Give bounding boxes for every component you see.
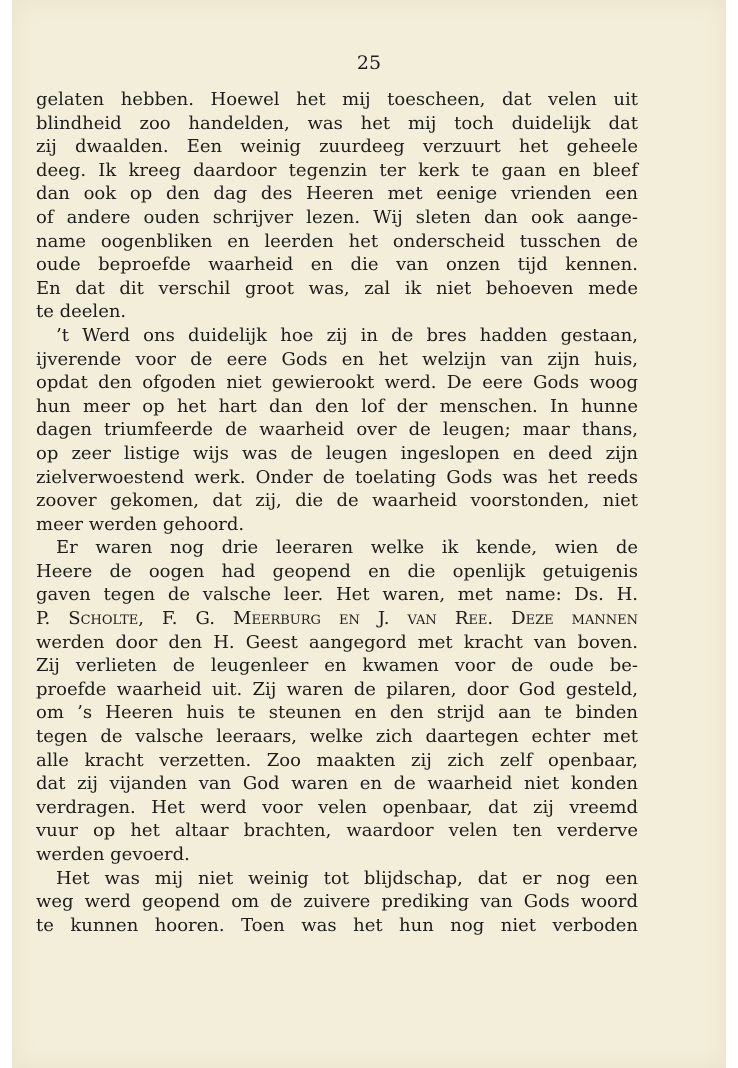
text-line: gaven tegen de valsche leer. Het waren, met name: Ds. H. <box>36 584 638 606</box>
text-line: deeg. Ik kreeg daardoor tegenzin ter kerk te gaan en bleef <box>36 159 638 181</box>
text-line: vuur op het altaar brachten, waardoor velen ten verderve <box>36 820 638 842</box>
text-line: Het was mij niet weinig tot blijdschap, dat er nog een <box>56 867 638 889</box>
body-text <box>36 88 638 937</box>
text-line: proefde waarheid uit. Zij waren de pilaren, door God gesteld, <box>36 678 638 700</box>
text-line: oude beproefde waarheid en die van onzen tijd kennen. <box>36 254 638 276</box>
text-line: dat zij vijanden van God waren en de waarheid niet konden <box>36 773 638 795</box>
text-line: P. Scholte, F. G. Meerburg en J. van Ree. Deze mannen <box>36 608 638 630</box>
text-line: werden door den H. Geest aangegord met kracht van boven. <box>36 631 638 653</box>
text-line: verdragen. Het werd voor velen openbaar, dat zij vreemd <box>36 796 638 818</box>
text-line: te kunnen hooren. Toen was het hun nog niet verboden <box>36 914 638 936</box>
text-line: ijverende voor de eere Gods en het welzijn van zijn huis, <box>36 348 638 370</box>
text-line: weg werd geopend om de zuivere prediking van Gods woord <box>36 891 638 913</box>
text-line: zij dwaalden. Een weinig zuurdeeg verzuurt het geheele <box>36 136 638 158</box>
text-line: ’t Werd ons duidelijk hoe zij in de bres hadden gestaan, <box>56 324 638 346</box>
text-line: dan ook op den dag des Heeren met eenige vrienden een <box>36 183 638 205</box>
text-line: te deelen. <box>36 301 127 323</box>
text-line: zielverwoestend werk. Onder de toelating Gods was het reeds <box>36 466 638 488</box>
book-page <box>12 0 726 1068</box>
text-line: alle kracht verzetten. Zoo maakten zij zich zelf openbaar, <box>36 749 638 771</box>
text-line: om ’s Heeren huis te steunen en den strijd aan te binden <box>36 702 638 724</box>
text-line: name oogenbliken en leerden het onderscheid tusschen de <box>36 230 638 252</box>
text-line: zoover gekomen, dat zij, die de waarheid voorstonden, niet <box>36 490 638 512</box>
text-line: En dat dit verschil groot was, zal ik niet behoeven mede <box>36 277 638 299</box>
text-line: Er waren nog drie leeraren welke ik kende, wien de <box>56 537 638 559</box>
text-line: of andere ouden schrijver lezen. Wij sleten dan ook aange- <box>36 206 638 228</box>
text-line: meer werden gehoord. <box>36 513 245 535</box>
text-line: hun meer op het hart dan den lof der menschen. In hunne <box>36 395 638 417</box>
page-number: 25 <box>356 52 382 74</box>
text-line: op zeer listige wijs was de leugen ingeslopen en deed zijn <box>36 442 638 464</box>
text-line: blindheid zoo handelden, was het mij toch duidelijk dat <box>36 112 638 134</box>
text-line: opdat den ofgoden niet gewierookt werd. De eere Gods woog <box>36 372 638 394</box>
text-line: Zij verlieten de leugenleer en kwamen voor de oude be- <box>36 655 638 677</box>
text-line: Heere de oogen had geopend en die openlijk getuigenis <box>36 560 638 582</box>
text-line: werden gevoerd. <box>36 844 190 865</box>
text-line: dagen triumfeerde de waarheid over de leugen; maar thans, <box>36 419 638 441</box>
text-line: tegen de valsche leeraars, welke zich daartegen echter met <box>36 726 638 748</box>
text-line: gelaten hebben. Hoewel het mij toescheen, dat velen uit <box>36 89 638 110</box>
